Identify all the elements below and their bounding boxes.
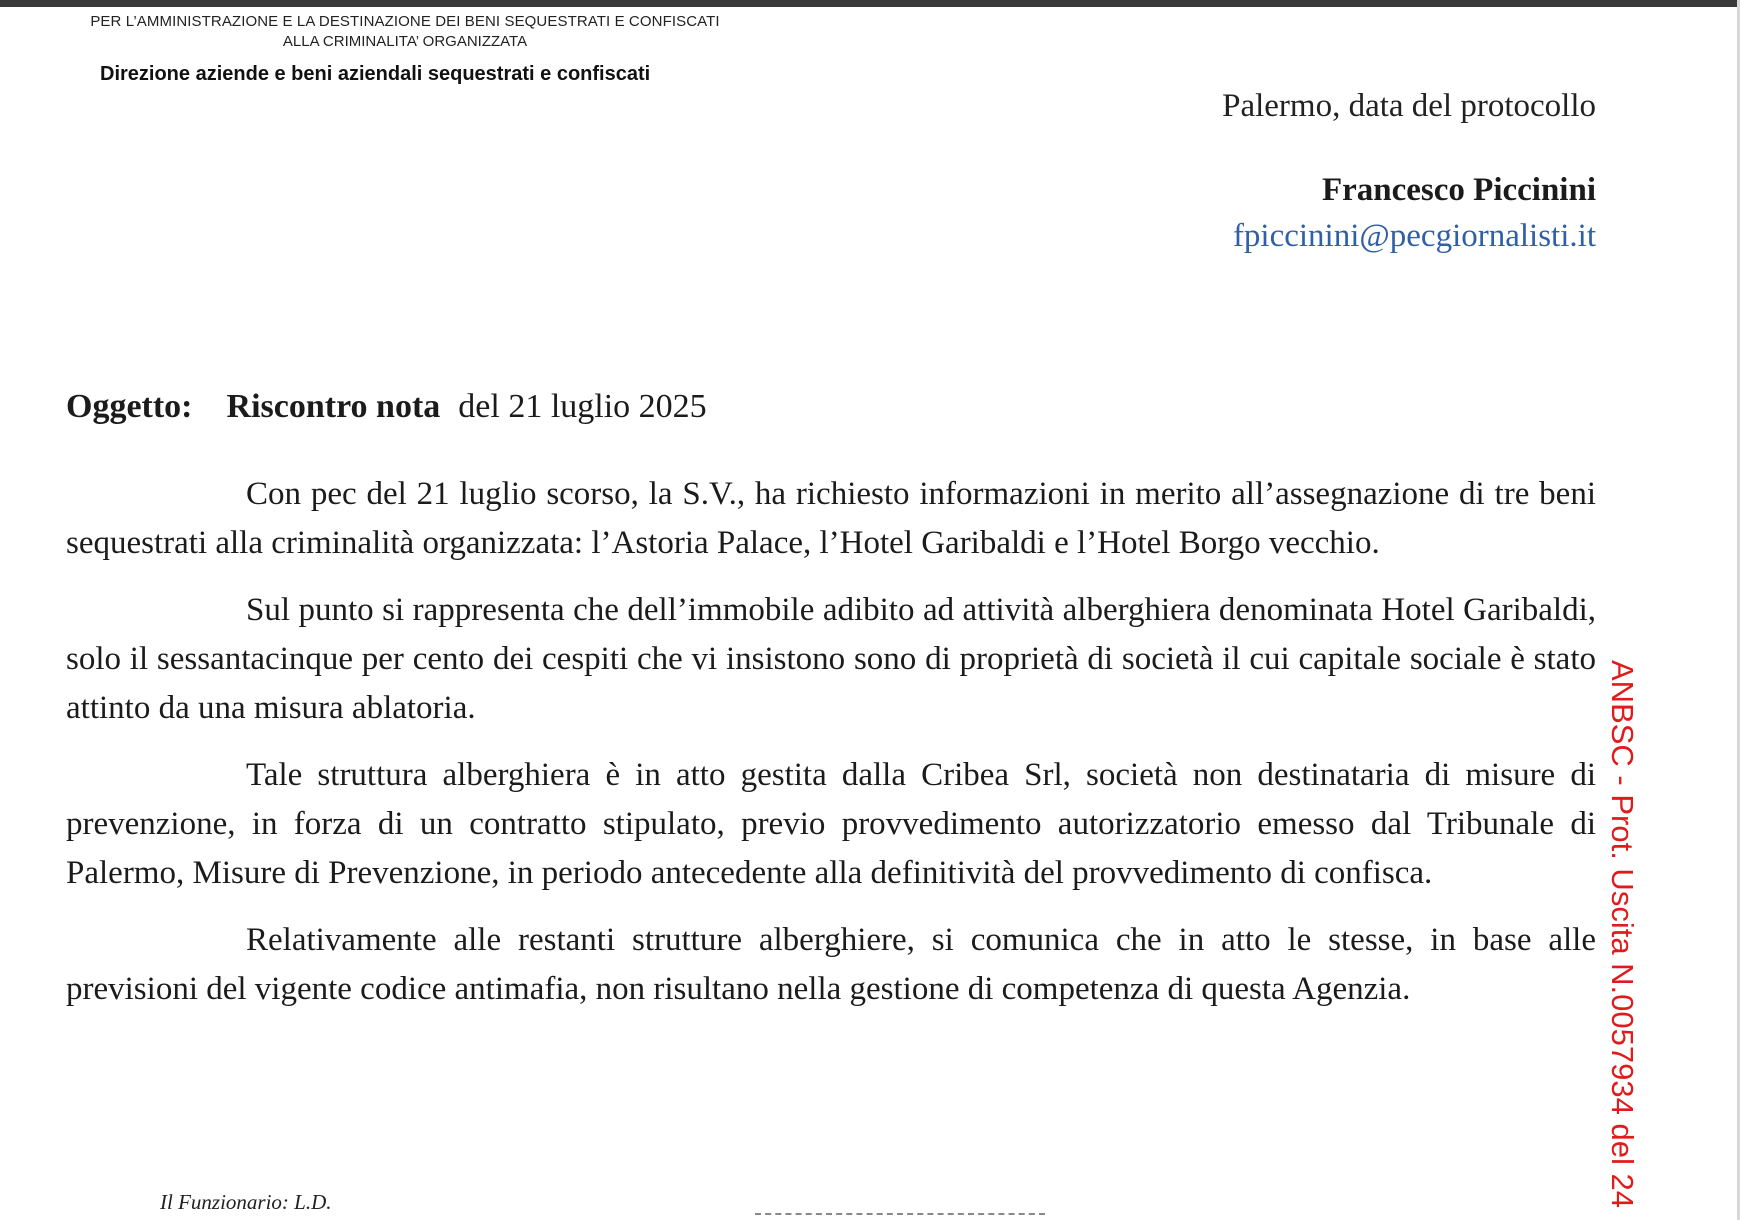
letterhead-agency-line2: ALLA CRIMINALITA’ ORGANIZZATA	[282, 33, 528, 50]
paragraph-1	[66, 470, 1596, 568]
paragraph-4	[66, 916, 1596, 1014]
paragraph-2	[66, 586, 1596, 733]
place-date: Palermo, data del protocollo	[1222, 88, 1596, 124]
recipient-name: Francesco Piccinini	[1321, 172, 1596, 208]
subject-date: del 21 luglio 2025	[458, 388, 707, 425]
paragraph-1-text: Con pec del 21 luglio scorso, la S.V., ha richiesto informazioni in merito all’assegnazione di tre beni sequestrati alla criminalità organizzata: l’Astoria Palace, l’Hotel Garibaldi e l’Hotel Borgo vecchio.	[66, 476, 1596, 561]
subject-title: Riscontro nota	[226, 388, 441, 425]
paragraph-3	[66, 751, 1596, 898]
top-border	[0, 0, 1740, 7]
paragraph-3-text: Tale struttura alberghiera è in atto gestita dalla Cribea Srl, società non destinataria di misure di prevenzione, in forza di un contratto stipulato, previo provvedimento autorizzatorio emesso dal Tribunale di Palermo, Misure di Prevenzione, in periodo antecedente alla definitività del provvedimento di confisca.	[66, 757, 1596, 891]
letterhead-department: Direzione aziende e beni aziendali sequestrati e confiscati	[100, 63, 651, 85]
letterhead-agency-line1: PER L’AMMINISTRAZIONE E LA DESTINAZIONE DEI BENI SEQUESTRATI E CONFISCATI	[90, 13, 720, 30]
signature-dashed-line	[755, 1213, 1045, 1215]
subject-line	[66, 388, 707, 426]
protocol-stamp: ANBSC - Prot. Uscita N.0057934 del 24	[1605, 660, 1640, 1208]
paragraph-4-text: Relativamente alle restanti strutture alberghiere, si comunica che in atto le stesse, in base alle previsioni del vigente codice antimafia, non risultano nella gestione di competenza di questa Agenzia.	[66, 922, 1596, 1007]
subject-label: Oggetto:	[66, 388, 193, 425]
letter-body	[66, 470, 1596, 1032]
recipient-email-link[interactable]: fpiccinini@pecgiornalisti.it	[1232, 218, 1596, 254]
signature-note: Il Funzionario: L.D.	[160, 1190, 332, 1214]
letterhead	[80, 12, 730, 86]
paragraph-2-text: Sul punto si rappresenta che dell’immobile adibito ad attività alberghiera denominata Hotel Garibaldi, solo il sessantacinque per cento dei cespiti che vi insistono sono di proprietà di società il cui capitale sociale è stato attinto da una misura ablatoria.	[66, 592, 1596, 726]
